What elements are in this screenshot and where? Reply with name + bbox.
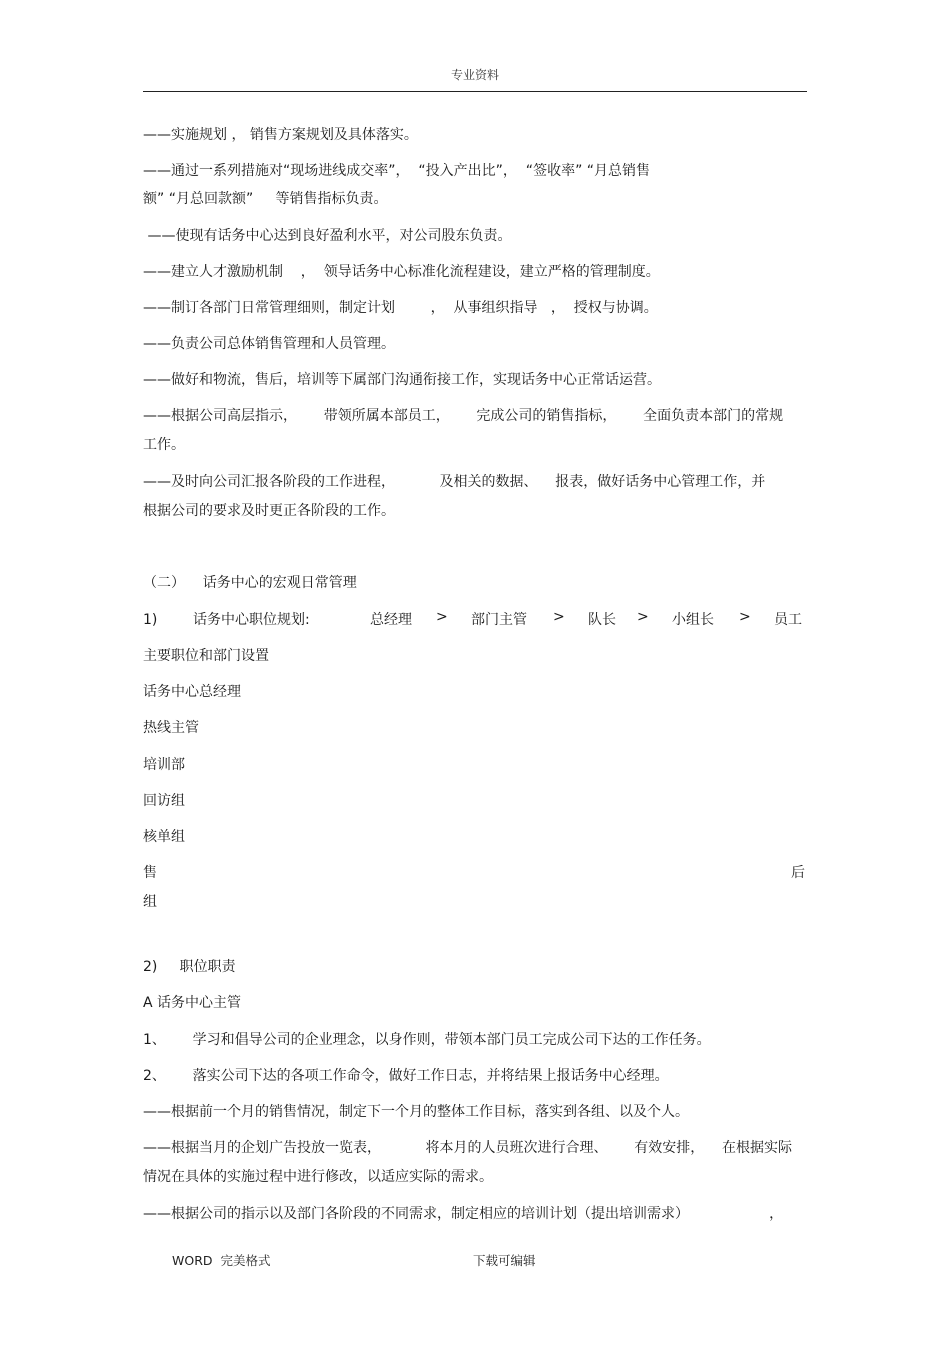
flow-item: 员工 [774, 612, 802, 628]
arrow-icon: > [739, 609, 751, 625]
text-line: 2、 落实公司下达的各项工作命令，做好工作日志，并将结果上报话务中心经理。 [143, 1068, 669, 1084]
text-line: ——制订各部门日常管理细则，制定计划 ， 从事组织指导 ， 授权与协调。 [143, 300, 658, 316]
text-line: ——建立人才激励机制 ， 领导话务中心标准化流程建设，建立严格的管理制度。 [143, 264, 660, 280]
position-item-split-right: 后 [791, 865, 805, 881]
header-rule [143, 91, 807, 92]
position-item-split-left: 售 [143, 865, 157, 881]
footer-right: 下载可编辑 [473, 1253, 536, 1268]
sub-heading: A 话务中心主管 [143, 995, 242, 1011]
position-flow [143, 609, 807, 629]
text-line: ——通过一系列措施对“现场进线成交率”， “投入产出比”， “签收率” “月总销售 [143, 163, 651, 179]
text-line: ——根据公司高层指示， 带领所属本部员工， 完成公司的销售指标， 全面负责本部门的常规 [143, 408, 784, 424]
text-line: ——根据当月的企划广告投放一览表， 将本月的人员班次进行合理、 有效安排， 在根据实际 [143, 1140, 793, 1156]
text-line: ——做好和物流，售后，培训等下属部门沟通衔接工作，实现话务中心正常话运营。 [143, 372, 661, 388]
position-item: 热线主管 [143, 720, 199, 736]
position-item: 回访组 [143, 793, 185, 809]
text-line: 情况在具体的实施过程中进行修改，以适应实际的需求。 [143, 1169, 493, 1185]
flow-label: 1) 话务中心职位规划: [143, 612, 310, 628]
text-line: 根据公司的要求及时更正各阶段的工作。 [143, 503, 395, 519]
flow-item: 总经理 [370, 612, 412, 628]
arrow-icon: > [436, 609, 448, 625]
positions-title: 主要职位和部门设置 [143, 648, 269, 664]
flow-item: 部门主管 [471, 612, 527, 628]
text-line: 额” “月总回款额” 等销售指标负责。 [143, 191, 388, 207]
text-line: ——根据前一个月的销售情况，制定下一个月的整体工作目标，落实到各组、以及个人。 [143, 1104, 689, 1120]
page-header: 专业资料 [450, 68, 499, 82]
text-line: ——根据公司的指示以及部门各阶段的不同需求，制定相应的培训计划（提出培训需求） ， [143, 1206, 784, 1222]
footer-left: WORD 完美格式 [172, 1253, 271, 1268]
position-item-split-next: 组 [143, 894, 157, 910]
text-line: ——负责公司总体销售管理和人员管理。 [143, 336, 395, 352]
flow-item: 队长 [588, 612, 616, 628]
section-heading: 2) 职位职责 [143, 959, 236, 975]
position-item: 核单组 [143, 829, 185, 845]
text-line: ——实施规划 ， 销售方案规划及具体落实。 [143, 127, 418, 143]
text-line: ——使现有话务中心达到良好盈利水平，对公司股东负责。 [143, 228, 512, 244]
flow-item: 小组长 [672, 612, 714, 628]
text-line: 1、 学习和倡导公司的企业理念，以身作则，带领本部门员工完成公司下达的工作任务。 [143, 1032, 711, 1048]
arrow-icon: > [637, 609, 649, 625]
text-line: 工作。 [143, 437, 185, 453]
section-heading: （二） 话务中心的宏观日常管理 [143, 575, 357, 591]
text-line: ——及时向公司汇报各阶段的工作进程， 及相关的数据、 报表，做好话务中心管理工作，并 [143, 474, 766, 490]
position-item: 培训部 [143, 757, 185, 773]
arrow-icon: > [553, 609, 565, 625]
position-item: 话务中心总经理 [143, 684, 241, 700]
